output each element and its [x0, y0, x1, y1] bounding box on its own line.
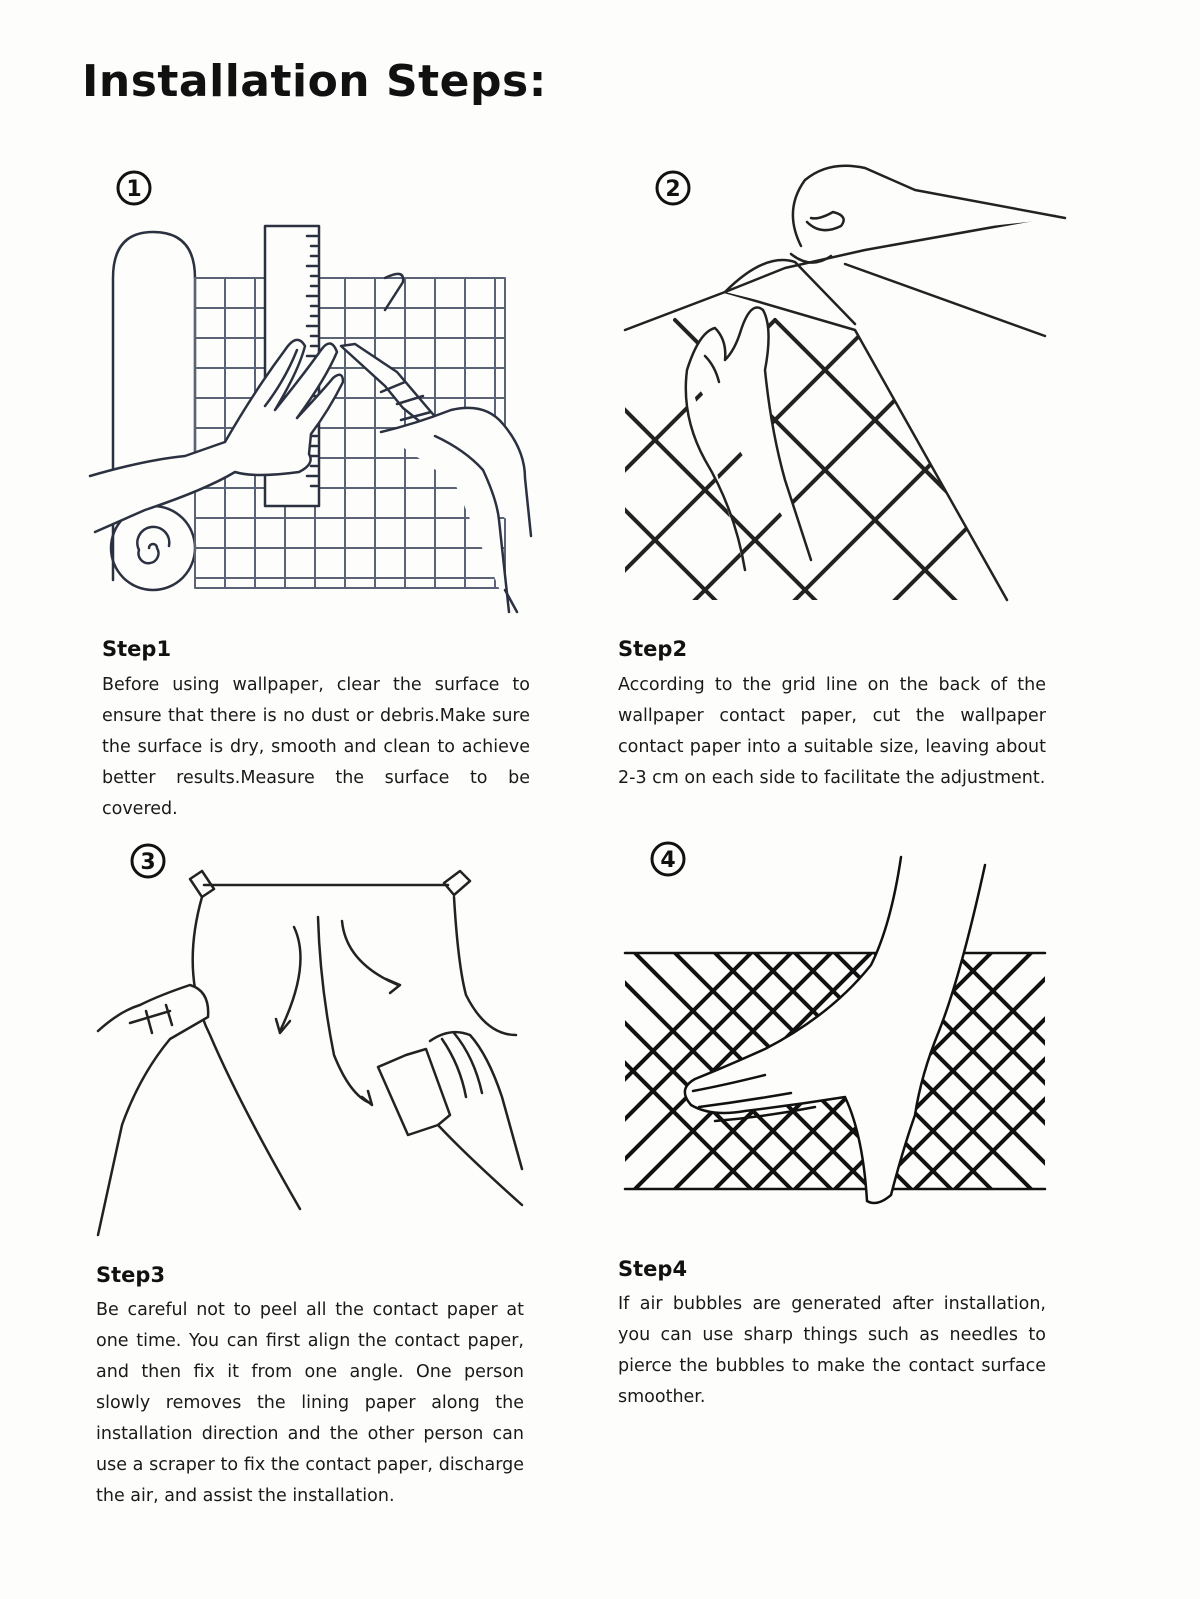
step2-illustration [615, 160, 1075, 610]
step1-illustration [85, 160, 555, 620]
step1-title: Step1 [102, 637, 172, 661]
step1-number-badge [118, 172, 150, 204]
step1-text: Before using wallpaper, clear the surface to ensure that there is no dust or debris.Make sure the surface is dry, smooth and clean to achieve better results.Measure the surface to be covered. [102, 675, 530, 819]
step2-text: According to the grid line on the back of the wallpaper contact paper, cut the wallpaper contact paper into a suitable size, leaving about 2-3 cm on each side to facilitate the adjustment. [618, 675, 1046, 788]
page-title: Installation Steps: [82, 56, 547, 107]
step3-text: Be careful not to peel all the contact paper at one time. You can first align the contact paper, and then fix it from one angle. One person slowly removes the lining paper along the installation direction and the other person can use a scraper to fix the contact paper, discharge the air, and assist the installation. [96, 1300, 524, 1506]
step4-number: 4 [660, 848, 676, 873]
step2-number-badge [657, 172, 689, 204]
step2-title: Step2 [618, 637, 688, 661]
step3-illustration [90, 835, 540, 1255]
step4-number-badge [652, 843, 684, 875]
step3-number: 3 [140, 850, 156, 875]
step3-title: Step3 [96, 1263, 166, 1287]
step2-number: 2 [665, 177, 681, 202]
step3-number-badge [132, 845, 164, 877]
step4-title: Step4 [618, 1257, 688, 1281]
step1-number: 1 [126, 177, 142, 202]
step4-illustration [615, 835, 1055, 1215]
step4-text: If air bubbles are generated after installation, you can use sharp things such as needles to pierce the bubbles to make the contact surface smoother. [618, 1294, 1046, 1407]
